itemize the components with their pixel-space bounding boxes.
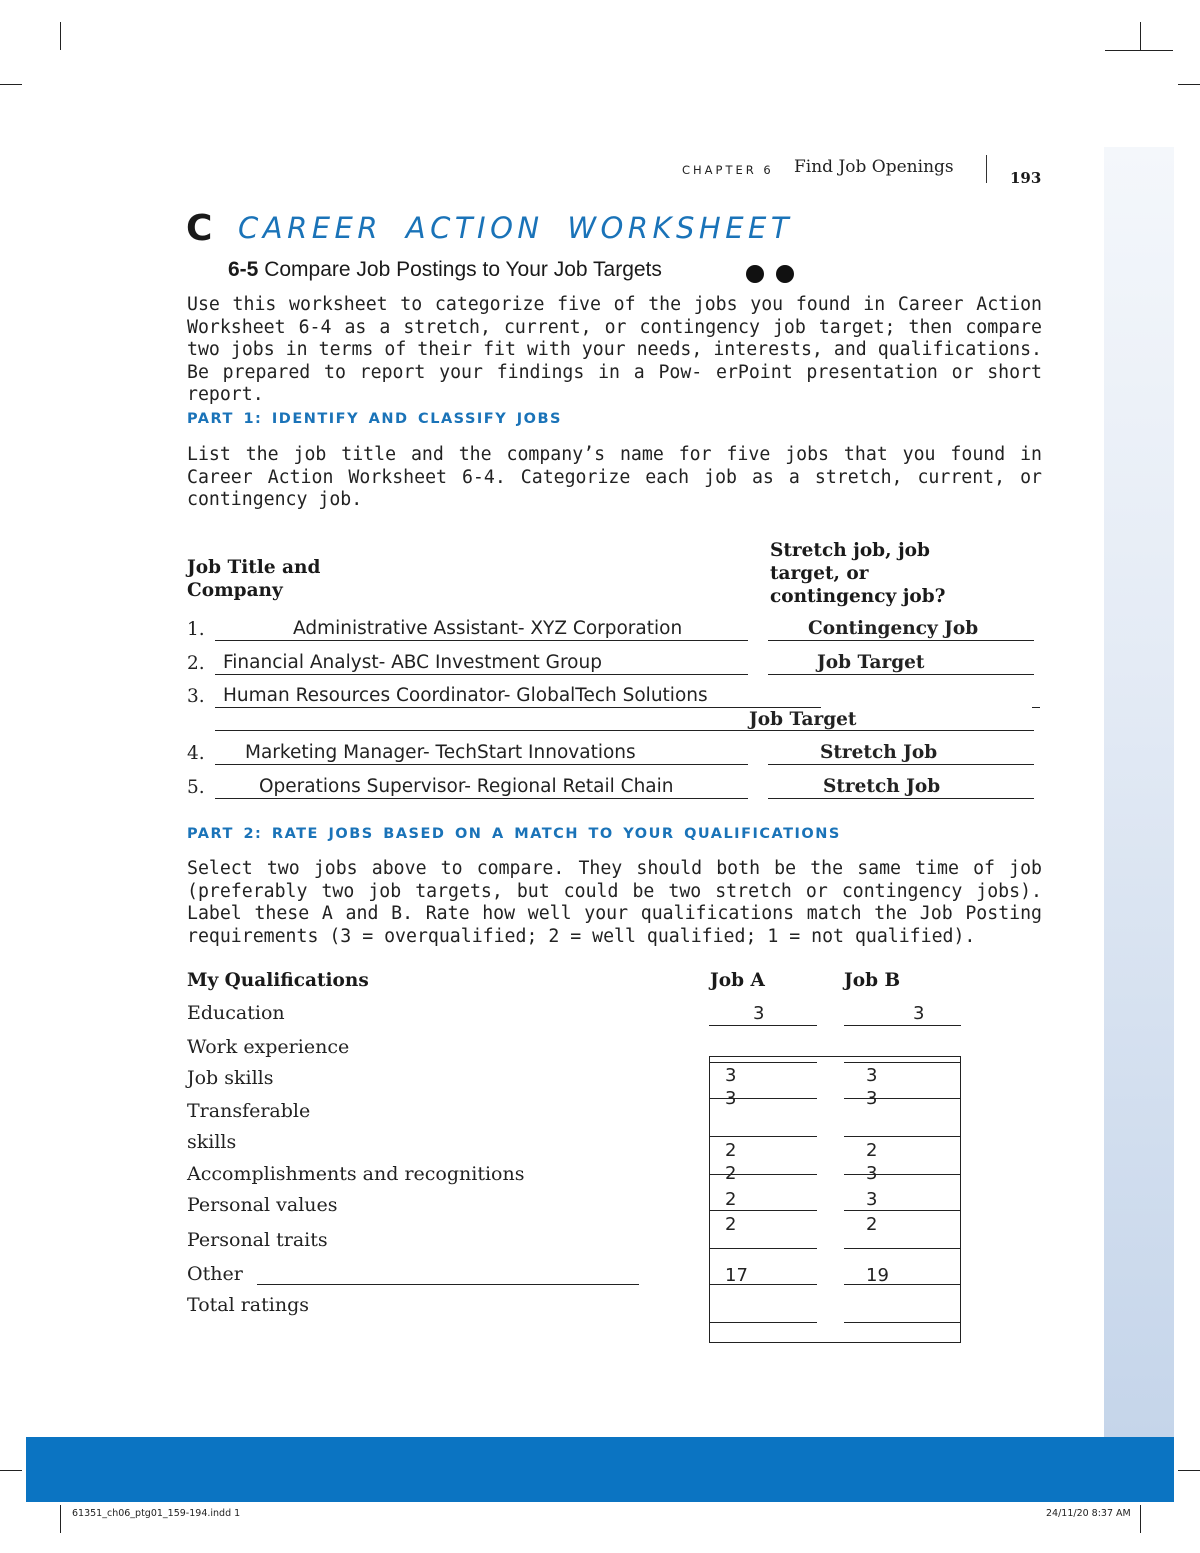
category-entry[interactable]: Job Target xyxy=(749,709,857,730)
job-entry[interactable]: Administrative Assistant- XYZ Corporation xyxy=(293,618,683,639)
crop-mark xyxy=(60,22,61,50)
label-transferable: Transferable xyxy=(187,1100,311,1122)
other-line[interactable] xyxy=(257,1284,639,1285)
rating-line xyxy=(844,1062,961,1063)
rating-line xyxy=(709,1025,817,1026)
category-line xyxy=(768,674,1034,675)
category-entry[interactable]: Contingency Job xyxy=(808,618,979,639)
rating-a[interactable]: 3 xyxy=(725,1065,737,1086)
crop-mark xyxy=(0,1470,22,1471)
page-number: 193 xyxy=(1010,169,1042,187)
rating-a[interactable]: 2 xyxy=(725,1140,737,1161)
label-work-experience: Work experience xyxy=(187,1036,350,1058)
job-line xyxy=(215,730,1034,731)
qualifications-header: My Qualifications xyxy=(187,970,369,991)
job-b-header: Job B xyxy=(844,970,901,991)
rating-b[interactable]: 3 xyxy=(866,1163,878,1184)
crop-mark xyxy=(1140,1505,1141,1533)
part1-instructions: List the job title and the company’s name for five jobs that you found in Career Action Worksheet 6-4. Categorize each job as a stretch, current, or contingency job. xyxy=(187,444,1042,510)
rating-a[interactable]: 3 xyxy=(725,1088,737,1109)
chapter-title: Find Job Openings xyxy=(794,157,954,177)
worksheet-number: 6-5 xyxy=(228,258,259,281)
rating-line xyxy=(844,1025,961,1026)
bullet-icon xyxy=(776,265,794,283)
footer-band xyxy=(26,1437,1174,1502)
category-line xyxy=(768,764,1034,765)
rating-a[interactable]: 2 xyxy=(725,1189,737,1210)
label-education: Education xyxy=(187,1002,285,1024)
job-entry[interactable]: Financial Analyst- ABC Investment Group xyxy=(223,652,602,673)
rating-b[interactable]: 2 xyxy=(866,1140,878,1161)
category-entry[interactable]: Stretch Job xyxy=(823,776,941,797)
job-line xyxy=(215,674,748,675)
category-line xyxy=(768,640,1034,641)
job-a-header: Job A xyxy=(710,970,765,991)
rating-b[interactable]: 3 xyxy=(866,1088,878,1109)
rating-line xyxy=(709,1248,817,1249)
job-line xyxy=(215,798,748,799)
worksheet-subtitle-text: Compare Job Postings to Your Job Targets xyxy=(264,258,662,281)
row-number: 1. xyxy=(187,619,205,640)
part1-heading: PART 1: IDENTIFY AND CLASSIFY JOBS xyxy=(187,411,562,427)
rating-a-total[interactable]: 17 xyxy=(725,1265,748,1286)
category-entry[interactable]: Job Target xyxy=(817,652,925,673)
header-rule xyxy=(986,155,987,183)
date-slug: 24/11/20 8:37 AM xyxy=(1046,1508,1131,1519)
job-entry[interactable]: Marketing Manager- TechStart Innovations xyxy=(245,742,636,763)
label-total-ratings: Total ratings xyxy=(187,1294,309,1316)
rating-line xyxy=(844,1248,961,1249)
crop-mark xyxy=(1178,1470,1200,1471)
label-personal-values: Personal values xyxy=(187,1194,338,1216)
category-line xyxy=(768,798,1034,799)
crop-mark xyxy=(1105,50,1173,51)
crop-mark xyxy=(1140,22,1141,50)
crop-mark xyxy=(1178,84,1200,85)
rating-line xyxy=(844,1174,961,1175)
row-number: 5. xyxy=(187,777,205,798)
rating-line xyxy=(844,1322,961,1323)
rating-line xyxy=(709,1210,817,1211)
job-line xyxy=(215,640,748,641)
worksheet-heading: CAREER ACTION WORKSHEET xyxy=(238,211,794,245)
rating-line xyxy=(844,1098,961,1099)
job-entry[interactable]: Operations Supervisor- Regional Retail Chain xyxy=(259,776,674,797)
rating-line xyxy=(844,1210,961,1211)
rating-line xyxy=(844,1284,961,1285)
rating-line xyxy=(709,1136,817,1137)
label-other: Other xyxy=(187,1263,243,1285)
rating-b-total[interactable]: 19 xyxy=(866,1265,889,1286)
file-slug: 61351_ch06_ptg01_159-194.indd 1 xyxy=(72,1508,241,1519)
category-entry[interactable]: Stretch Job xyxy=(820,742,938,763)
job-line xyxy=(215,707,821,708)
rating-line xyxy=(709,1322,817,1323)
part2-instructions: Select two jobs above to compare. They should both be the same time of job (preferably two job targets, but could be two stretch or contingency jobs). Label these A and B. Rate how well your qualifications match the Job Posting requirements (3 = overqualified; 2 = well qualified; 1 = not qualified). xyxy=(187,858,1042,947)
chapter-label: CHAPTER 6 xyxy=(682,163,774,177)
rating-b[interactable]: 3 xyxy=(866,1189,878,1210)
rating-b[interactable]: 2 xyxy=(866,1214,878,1235)
rating-b[interactable]: 3 xyxy=(866,1065,878,1086)
intro-paragraph: Use this worksheet to categorize five of the jobs you found in Career Action Worksheet 6-4 as a stretch, current, or contingency job target; then compare two jobs in terms of their fit with your needs, interests, and qualifications. Be prepared to report your findings in a Pow- erPoint presentation or short report. xyxy=(187,294,1042,405)
job-entry[interactable]: Human Resources Coordinator- GlobalTech Solutions xyxy=(223,685,708,706)
worksheet-subtitle xyxy=(228,258,662,282)
bullet-icon xyxy=(746,265,764,283)
row-number: 2. xyxy=(187,653,205,674)
rating-a[interactable]: 2 xyxy=(725,1214,737,1235)
label-personal-traits: Personal traits xyxy=(187,1229,328,1251)
rating-line xyxy=(709,1062,817,1063)
crop-mark xyxy=(0,84,22,85)
rating-line xyxy=(844,1136,961,1137)
rating-b[interactable]: 3 xyxy=(913,1003,925,1024)
job-column-header: Job Title and Company xyxy=(187,557,321,601)
ratings-grid xyxy=(709,1056,961,1343)
part2-heading: PART 2: RATE JOBS BASED ON A MATCH TO YOUR QUALIFICATIONS xyxy=(187,826,841,842)
label-job-skills: Job skills xyxy=(187,1067,274,1089)
rating-a[interactable]: 3 xyxy=(753,1003,765,1024)
row-number: 3. xyxy=(187,686,205,707)
crop-mark xyxy=(60,1505,61,1533)
job-line xyxy=(1032,707,1040,708)
job-line xyxy=(215,764,748,765)
worksheet-badge: C xyxy=(186,208,213,249)
label-skills: skills xyxy=(187,1131,237,1153)
row-number: 4. xyxy=(187,743,205,764)
label-accomplishments: Accomplishments and recognitions xyxy=(187,1163,525,1185)
side-band xyxy=(1104,147,1174,1437)
rating-a[interactable]: 2 xyxy=(725,1163,737,1184)
category-column-header: Stretch job, job target, or contingency job? xyxy=(770,540,946,607)
